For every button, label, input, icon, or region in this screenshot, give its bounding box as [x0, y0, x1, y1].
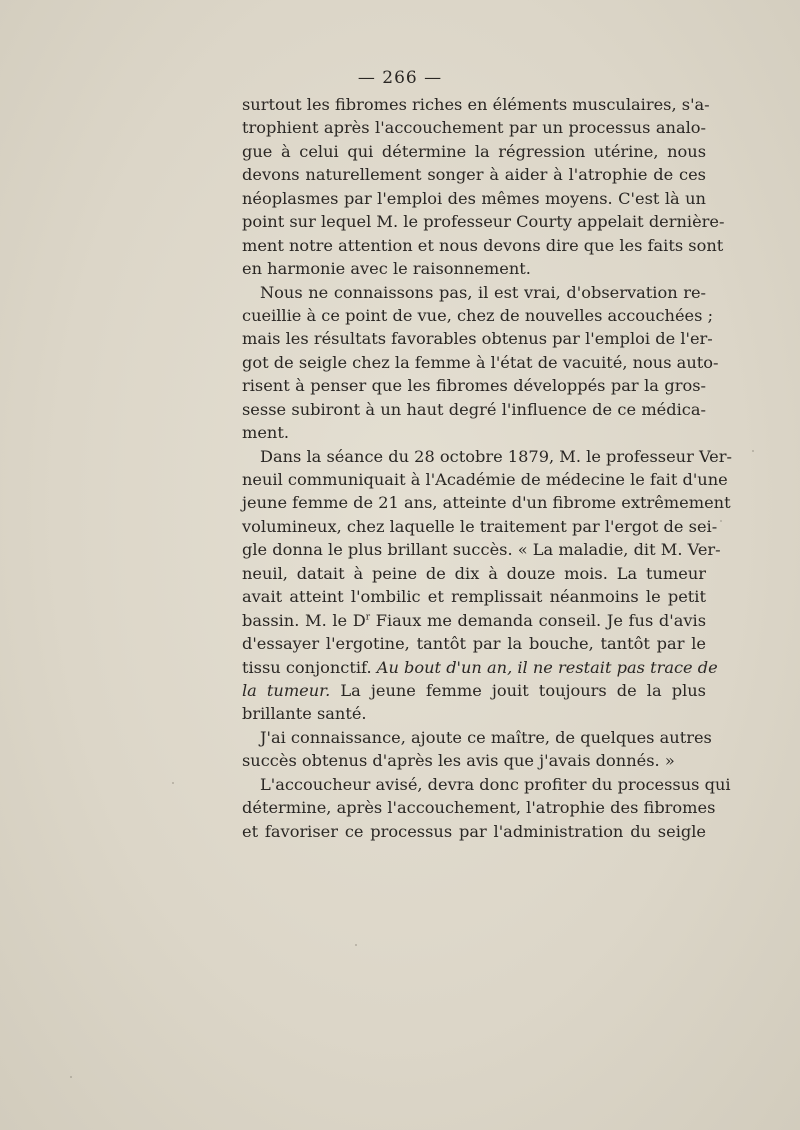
text-line: J'ai connaissance, ajoute ce maître, de quelques autres [260, 727, 712, 747]
text-line: d'essayer l'ergotine, tantôt par la bouche, tantôt par le [242, 634, 706, 654]
text-line: risent à penser que les fibromes développés par la gros- [242, 376, 706, 396]
text-line: Dans la séance du 28 octobre 1879, M. le professeur Ver- [260, 446, 732, 466]
italic-text: Au bout d'un an, il ne restait pas trace de [376, 657, 718, 677]
text-line: gue à celui qui détermine la régression utérine, nous [242, 141, 706, 161]
text-segment: tissu conjonctif. [242, 657, 377, 677]
paper-speck [172, 782, 174, 784]
paper-speck [355, 944, 357, 946]
text-line [242, 609, 706, 632]
text-line: succès obtenus d'après les avis que j'avais donnés. » [242, 751, 675, 771]
text-line: détermine, après l'accouchement, l'atrophie des fibromes [242, 798, 716, 818]
text-line: gle donna le plus brillant succès. « La maladie, dit M. Ver- [242, 540, 721, 560]
paragraph-1 [242, 93, 725, 281]
text-line: got de seigle chez la femme à l'état de vacuité, nous auto- [242, 352, 719, 372]
text-line: mais les résultats favorables obtenus par l'emploi de l'er- [242, 329, 713, 349]
text-line: devons naturellement songer à aider à l'atrophie de ces [242, 165, 706, 185]
text-line [242, 656, 718, 679]
page-number: — 266 — [357, 68, 443, 88]
text-line: en harmonie avec le raisonnement. [242, 259, 531, 279]
text-line: et favoriser ce processus par l'administration du seigle [242, 821, 706, 841]
paragraph-4 [242, 726, 712, 773]
text-line: L'accoucheur avisé, devra donc profiter du processus qui [260, 774, 731, 794]
text-line [242, 679, 706, 702]
text-line: neuil communiquait à l'Académie de médecine le fait d'une [242, 470, 728, 489]
text-line: néoplasmes par l'emploi des mêmes moyens. C'est là un [242, 188, 706, 208]
text-line: Nous ne connaissons pas, il est vrai, d'observation re- [260, 282, 706, 302]
text-line: neuil, datait à peine de dix à douze mois. La tumeur [242, 563, 706, 583]
paragraph-2 [242, 281, 719, 445]
text-segment: bassin. M. le D [242, 610, 366, 630]
text-segment: Fiaux me demanda conseil. Je fus d'avis [370, 610, 706, 630]
text-segment: La jeune femme jouit toujours de la plus [330, 680, 706, 700]
text-line: ment. [242, 423, 290, 443]
paragraph-5 [242, 773, 731, 843]
text-line: surtout les fibromes riches en éléments musculaires, s'a- [242, 95, 710, 114]
paper-speck [720, 520, 722, 522]
text-line: point sur lequel M. le professeur Courty appelait dernière- [242, 212, 725, 232]
paragraph-3 [242, 445, 732, 726]
paper-speck [70, 1076, 72, 1078]
text-line: jeune femme de 21 ans, atteinte d'un fibrome extrêmement [242, 493, 731, 513]
text-line: brillante santé. [242, 704, 367, 724]
text-line: volumineux, chez laquelle le traitement par l'ergot de sei- [242, 516, 718, 536]
italic-text: la tumeur. [242, 680, 331, 700]
text-line: avait atteint l'ombilic et remplissait néanmoins le petit [242, 587, 706, 607]
text-line: ment notre attention et nous devons dire que les faits sont [242, 235, 724, 255]
text-line: cueillie à ce point de vue, chez de nouvelles accouchées ; [242, 305, 714, 325]
superscript: r [365, 612, 371, 623]
text-line: trophient après l'accouchement par un processus analo- [242, 118, 706, 138]
body-text [242, 93, 732, 843]
text-line: sesse subiront à un haut degré l'influence de ce médica- [242, 399, 706, 419]
paper-speck [752, 450, 754, 452]
